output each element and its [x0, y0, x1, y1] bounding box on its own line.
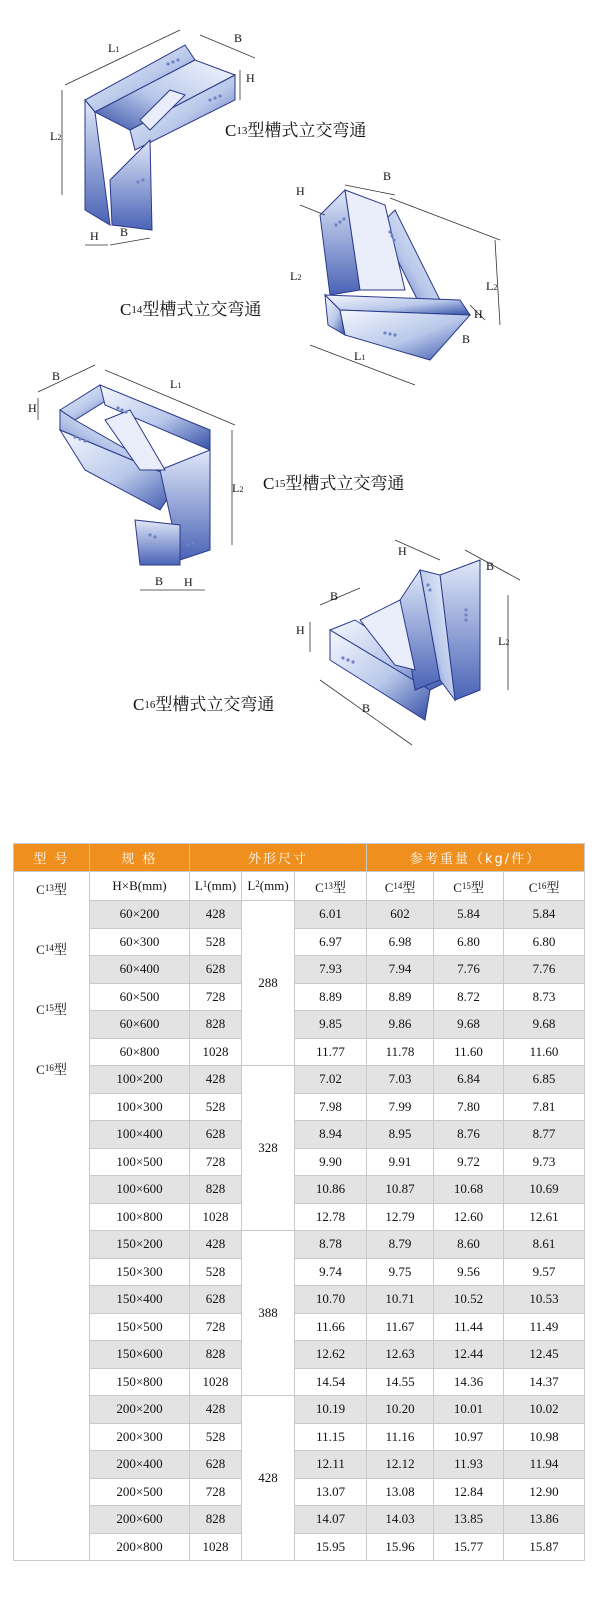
cell-l1: 628 [190, 1451, 242, 1479]
l2-cell: 428 [242, 1396, 295, 1561]
cell-c15: 12.44 [434, 1341, 504, 1369]
subheader-c16: $C^{16}$型 [504, 872, 585, 901]
cell-l1: 1028 [190, 1038, 242, 1066]
cell-c16: 11.94 [504, 1451, 585, 1479]
cell-c16: 11.60 [504, 1038, 585, 1066]
cell-hb: 150×500 [90, 1313, 190, 1341]
dim-b: B [52, 369, 61, 383]
cell-hb: 200×800 [90, 1533, 190, 1561]
cell-c15: 9.68 [434, 1011, 504, 1039]
cell-hb: 60×400 [90, 956, 190, 984]
dim-b3: B [362, 701, 371, 715]
cell-hb: 200×200 [90, 1396, 190, 1424]
cell-c16: 8.73 [504, 983, 585, 1011]
cell-c16: 8.77 [504, 1121, 585, 1149]
drawing-c16 [296, 540, 520, 745]
cell-c15: 12.60 [434, 1203, 504, 1231]
table-row [14, 901, 585, 929]
cell-hb: 100×800 [90, 1203, 190, 1231]
table-row [14, 1066, 585, 1094]
table-row [14, 1231, 585, 1259]
cell-c16: 11.49 [504, 1313, 585, 1341]
cell-c15: 6.84 [434, 1066, 504, 1094]
cell-c13: 9.85 [295, 1011, 367, 1039]
cell-hb: 60×300 [90, 928, 190, 956]
subheader-l2: $L^2(mm)$ [242, 872, 295, 901]
cell-l1: 528 [190, 1093, 242, 1121]
dim-b: B [234, 31, 243, 45]
table-row [14, 1258, 585, 1286]
figure-title-c13: C13型槽式立交弯通 [225, 121, 367, 141]
cell-c15: 5.84 [434, 901, 504, 929]
dim-h: H [28, 401, 37, 415]
cell-c15: 6.80 [434, 928, 504, 956]
cell-l1: 628 [190, 1286, 242, 1314]
cell-c16: 15.87 [504, 1533, 585, 1561]
header-type: 型 号 [14, 844, 90, 872]
cell-hb: 150×400 [90, 1286, 190, 1314]
cell-c15: 13.85 [434, 1506, 504, 1534]
cell-c13: 12.62 [295, 1341, 367, 1369]
cell-c13: 12.11 [295, 1451, 367, 1479]
table-row [14, 1038, 585, 1066]
cell-c13: 13.07 [295, 1478, 367, 1506]
cell-l1: 1028 [190, 1203, 242, 1231]
cell-l1: 628 [190, 1121, 242, 1149]
cell-c14: 12.12 [367, 1451, 434, 1479]
cell-c14: 13.08 [367, 1478, 434, 1506]
table-row [14, 1478, 585, 1506]
l2-cell: 328 [242, 1066, 295, 1231]
cell-c13: 11.77 [295, 1038, 367, 1066]
cell-c14: 10.20 [367, 1396, 434, 1424]
cell-c13: 7.02 [295, 1066, 367, 1094]
cell-c13: 10.86 [295, 1176, 367, 1204]
cell-l1: 428 [190, 1396, 242, 1424]
table-row [14, 1451, 585, 1479]
cell-c13: 10.19 [295, 1396, 367, 1424]
cell-l1: 728 [190, 1148, 242, 1176]
cell-c13: 10.70 [295, 1286, 367, 1314]
cell-c13: 8.78 [295, 1231, 367, 1259]
cell-c13: 14.54 [295, 1368, 367, 1396]
cell-c16: 12.61 [504, 1203, 585, 1231]
cell-hb: 100×500 [90, 1148, 190, 1176]
table-row [14, 1533, 585, 1561]
cell-hb: 200×300 [90, 1423, 190, 1451]
header-size: 外形尺寸 [190, 844, 367, 872]
drawing-c15 [28, 365, 243, 590]
dim-l1: L1 [108, 41, 120, 55]
table-row [14, 1148, 585, 1176]
table-row [14, 1396, 585, 1424]
cell-l1: 528 [190, 1258, 242, 1286]
table-row [14, 1203, 585, 1231]
cell-c15: 9.56 [434, 1258, 504, 1286]
cell-hb: 100×200 [90, 1066, 190, 1094]
table-subheader-row [14, 872, 585, 901]
type-column [14, 872, 90, 1561]
l2-cell: 288 [242, 901, 295, 1066]
cell-c14: 6.98 [367, 928, 434, 956]
cell-c14: 7.99 [367, 1093, 434, 1121]
cell-c14: 14.03 [367, 1506, 434, 1534]
header-weight: 参考重量（kg/件） [367, 844, 585, 872]
cell-c14: 602 [367, 901, 434, 929]
dim-h: H [296, 184, 305, 198]
table-row [14, 956, 585, 984]
cell-c15: 15.77 [434, 1533, 504, 1561]
cell-c15: 10.68 [434, 1176, 504, 1204]
dim-h2: H [296, 623, 305, 637]
cell-c13: 11.15 [295, 1423, 367, 1451]
dim-l2: L2 [498, 634, 510, 648]
cell-c16: 8.61 [504, 1231, 585, 1259]
cell-c14: 11.78 [367, 1038, 434, 1066]
cell-c16: 9.68 [504, 1011, 585, 1039]
cell-hb: 200×500 [90, 1478, 190, 1506]
cell-hb: 60×200 [90, 901, 190, 929]
cell-c15: 7.80 [434, 1093, 504, 1121]
dim-h2: H [90, 229, 99, 243]
cell-hb: 100×600 [90, 1176, 190, 1204]
cell-l1: 1028 [190, 1368, 242, 1396]
cell-c16: 12.90 [504, 1478, 585, 1506]
cell-hb: 60×800 [90, 1038, 190, 1066]
dim-b: B [383, 169, 392, 183]
cell-c15: 9.72 [434, 1148, 504, 1176]
cell-c16: 10.02 [504, 1396, 585, 1424]
table-row [14, 1121, 585, 1149]
table-row [14, 1176, 585, 1204]
dim-l1: L1 [170, 377, 182, 391]
cell-c16: 14.37 [504, 1368, 585, 1396]
cell-c14: 7.03 [367, 1066, 434, 1094]
dim-b2: B [155, 574, 164, 588]
cell-c16: 6.80 [504, 928, 585, 956]
cell-c16: 12.45 [504, 1341, 585, 1369]
cell-l1: 728 [190, 1478, 242, 1506]
dim-l1: L1 [354, 349, 366, 363]
cell-c15: 8.72 [434, 983, 504, 1011]
cell-c13: 6.01 [295, 901, 367, 929]
cell-c16: 10.69 [504, 1176, 585, 1204]
cell-hb: 200×600 [90, 1506, 190, 1534]
subheader-hb: H×B(mm) [90, 872, 190, 901]
cell-hb: 200×400 [90, 1451, 190, 1479]
cell-l1: 828 [190, 1176, 242, 1204]
cell-l1: 628 [190, 956, 242, 984]
cell-l1: 428 [190, 901, 242, 929]
cell-c14: 8.89 [367, 983, 434, 1011]
cell-c16: 13.86 [504, 1506, 585, 1534]
cell-c15: 10.01 [434, 1396, 504, 1424]
cell-c16: 7.76 [504, 956, 585, 984]
cell-c15: 10.52 [434, 1286, 504, 1314]
cell-hb: 100×400 [90, 1121, 190, 1149]
table-row [14, 983, 585, 1011]
cell-c14: 10.71 [367, 1286, 434, 1314]
header-spec: 规 格 [90, 844, 190, 872]
cell-hb: 100×300 [90, 1093, 190, 1121]
cell-c15: 11.93 [434, 1451, 504, 1479]
cell-c13: 8.89 [295, 983, 367, 1011]
type-c13: $C^{13}$型 [36, 882, 67, 897]
cell-c14: 12.79 [367, 1203, 434, 1231]
cell-c15: 7.76 [434, 956, 504, 984]
cell-c15: 8.76 [434, 1121, 504, 1149]
cell-c13: 7.93 [295, 956, 367, 984]
cell-c16: 9.73 [504, 1148, 585, 1176]
cell-c14: 15.96 [367, 1533, 434, 1561]
cell-l1: 428 [190, 1231, 242, 1259]
dim-h: H [398, 544, 407, 558]
subheader-l1: $L^1(mm)$ [190, 872, 242, 901]
cell-hb: 150×600 [90, 1341, 190, 1369]
cell-c15: 11.60 [434, 1038, 504, 1066]
figure-title-c14: C14型槽式立交弯通 [120, 300, 262, 320]
figure-title-c16: C16型槽式立交弯通 [133, 695, 275, 715]
subheader-c13: $C^{13}$型 [295, 872, 367, 901]
cell-c14: 10.87 [367, 1176, 434, 1204]
cell-c16: 10.53 [504, 1286, 585, 1314]
cell-l1: 528 [190, 928, 242, 956]
table-row [14, 1341, 585, 1369]
table-row [14, 1368, 585, 1396]
cell-hb: 60×500 [90, 983, 190, 1011]
cell-c14: 8.95 [367, 1121, 434, 1149]
cell-c14: 9.86 [367, 1011, 434, 1039]
dim-b2: B [462, 332, 471, 346]
cell-c14: 7.94 [367, 956, 434, 984]
cell-c15: 14.36 [434, 1368, 504, 1396]
cell-c14: 12.63 [367, 1341, 434, 1369]
dim-h: H [246, 71, 255, 85]
table-row [14, 1093, 585, 1121]
cell-c13: 9.90 [295, 1148, 367, 1176]
cell-c14: 9.75 [367, 1258, 434, 1286]
dim-b: B [330, 589, 339, 603]
cell-c16: 7.81 [504, 1093, 585, 1121]
cell-l1: 728 [190, 1313, 242, 1341]
cell-c14: 11.16 [367, 1423, 434, 1451]
cell-l1: 828 [190, 1341, 242, 1369]
dim-b2: B [120, 225, 129, 239]
cell-c13: 7.98 [295, 1093, 367, 1121]
cell-c13: 11.66 [295, 1313, 367, 1341]
cell-c13: 14.07 [295, 1506, 367, 1534]
dim-l2-left: L2 [290, 269, 302, 283]
dim-h2: H [474, 307, 483, 321]
type-c16: $C^{16}$型 [36, 1062, 67, 1077]
cell-hb: 150×200 [90, 1231, 190, 1259]
cell-c15: 10.97 [434, 1423, 504, 1451]
cell-hb: 150×800 [90, 1368, 190, 1396]
table-row [14, 1506, 585, 1534]
dim-b2: B [486, 559, 495, 573]
cell-c16: 6.85 [504, 1066, 585, 1094]
cell-l1: 828 [190, 1506, 242, 1534]
cell-hb: 150×300 [90, 1258, 190, 1286]
cell-c14: 14.55 [367, 1368, 434, 1396]
cell-c15: 12.84 [434, 1478, 504, 1506]
spec-table [13, 843, 585, 1561]
figure-title-c15: C15型槽式立交弯通 [263, 474, 405, 494]
subheader-c14: $C^{14}$型 [367, 872, 434, 901]
table-row [14, 1011, 585, 1039]
cell-c13: 6.97 [295, 928, 367, 956]
cell-c13: 8.94 [295, 1121, 367, 1149]
cell-c16: 10.98 [504, 1423, 585, 1451]
cell-c14: 8.79 [367, 1231, 434, 1259]
cell-l1: 528 [190, 1423, 242, 1451]
table-header-row [14, 844, 585, 872]
cell-c14: 9.91 [367, 1148, 434, 1176]
table-row [14, 1313, 585, 1341]
cell-l1: 728 [190, 983, 242, 1011]
cell-c13: 15.95 [295, 1533, 367, 1561]
l2-cell: 388 [242, 1231, 295, 1396]
cell-l1: 1028 [190, 1533, 242, 1561]
table-row [14, 1286, 585, 1314]
table-row [14, 1423, 585, 1451]
cell-l1: 428 [190, 1066, 242, 1094]
type-c14: $C^{14}$型 [36, 942, 67, 957]
subheader-c15: $C^{15}$型 [434, 872, 504, 901]
cell-c15: 11.44 [434, 1313, 504, 1341]
cell-c16: 9.57 [504, 1258, 585, 1286]
cell-c15: 8.60 [434, 1231, 504, 1259]
dim-l2-right: L2 [486, 279, 498, 293]
cell-l1: 828 [190, 1011, 242, 1039]
dim-h2: H [184, 575, 193, 589]
dim-l2: L2 [232, 481, 244, 495]
cell-hb: 60×600 [90, 1011, 190, 1039]
cell-c13: 12.78 [295, 1203, 367, 1231]
cell-c14: 11.67 [367, 1313, 434, 1341]
table-row [14, 928, 585, 956]
cell-c13: 9.74 [295, 1258, 367, 1286]
cell-c16: 5.84 [504, 901, 585, 929]
drawing-c14 [290, 169, 500, 385]
illustrations [0, 0, 603, 790]
dim-l2: L2 [50, 129, 62, 143]
type-c15: $C^{15}$型 [36, 1002, 67, 1017]
